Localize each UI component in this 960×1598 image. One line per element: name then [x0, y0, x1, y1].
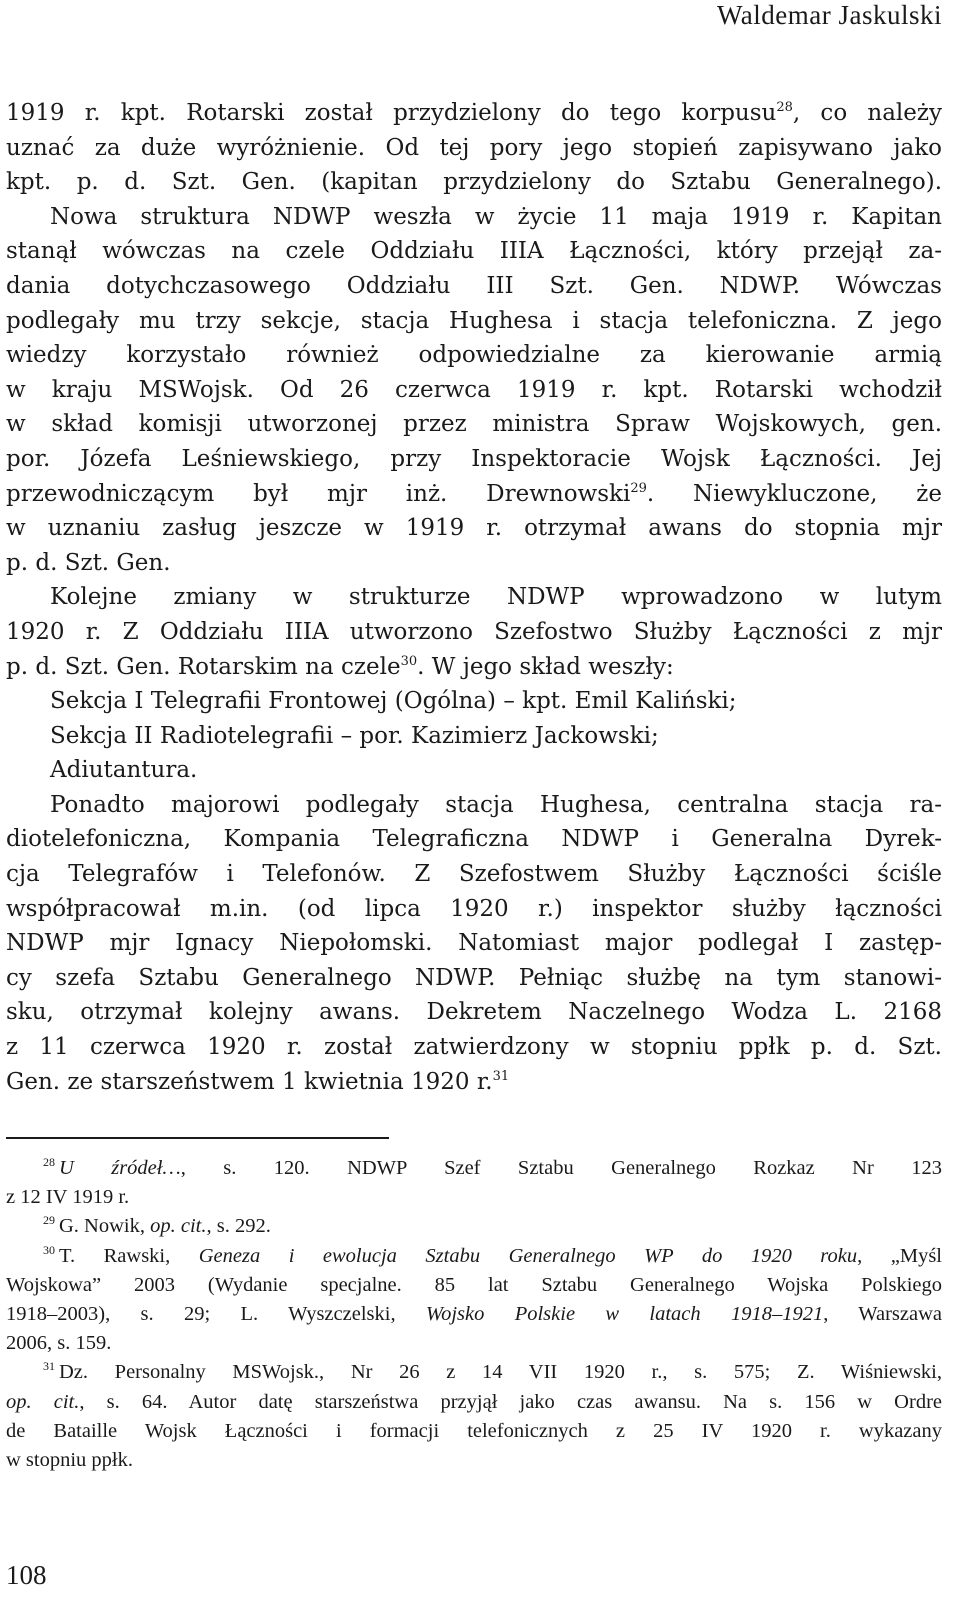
text-line: 1920 r. Z Oddziału IIIA utworzono Szefostwo Służby Łączności z mjr: [6, 618, 942, 645]
text-line: por. Józefa Leśniewskiego, przy Inspektoracie Wojsk Łączności. Jej: [6, 445, 942, 472]
text-line: Kolejne zmiany w strukturze NDWP wprowadzono w lutym: [50, 584, 942, 611]
text-line: wiedzy korzystało również odpowiedzialne za kierowanie armią: [6, 342, 942, 369]
footnote-31-cont: de Bataille Wojsk Łączności i formacji telefonicznych z 25 IV 1920 r. wykazany: [6, 1419, 942, 1442]
footnotes: [6, 1154, 942, 1475]
list-item: Sekcja I Telegrafii Frontowej (Ogólna) – kpt. Emil Kaliński;: [50, 688, 737, 715]
footnote-number: 30: [43, 1242, 55, 1257]
text-line: 1919 r. kpt. Rotarski został przydzielony do tego korpusu$^{28}$, co należy: [6, 100, 942, 126]
document-page: [6, 0, 942, 1598]
text-line: cja Telegrafów i Telefonów. Z Szefostwem Służby Łączności ściśle: [6, 861, 942, 888]
text-line: uznać za duże wyróżnienie. Od tej pory jego stopień zapisywano jako: [6, 134, 942, 161]
text-line: w kraju MSWojsk. Od 26 czerwca 1919 r. kpt. Rotarski wchodził: [6, 376, 942, 403]
footnote-separator: [6, 1137, 389, 1139]
body-text: [6, 96, 942, 1099]
footnote-ref[interactable]: 31: [492, 1068, 510, 1084]
footnote-ref[interactable]: 28: [776, 100, 793, 115]
page-number: 108: [6, 1560, 47, 1590]
footnote-28-cont: z 12 IV 1919 r.: [6, 1186, 130, 1209]
text-line: stanął wówczas na czele Oddziału IIIA Łączności, który przejął za-: [6, 238, 942, 265]
text-line: p. d. Szt. Gen. Rotarskim na czele$^{30}$. W jego skład weszły:: [6, 653, 674, 680]
text-line: kpt. p. d. Szt. Gen. (kapitan przydzielony do Sztabu Generalnego).: [6, 169, 942, 196]
footnote-number: 29: [43, 1213, 55, 1228]
footnote-31-cont: op. cit., s. 64. Autor datę starszeństwa przyjął jako czas awansu. Na s. 156 w Ordre: [6, 1390, 942, 1413]
text-line: przewodniczącym był mjr inż. Drewnowski$^{29}$. Niewykluczone, że: [6, 480, 942, 507]
text-line: w skład komisji utworzonej przez ministra Spraw Wojskowych, gen.: [6, 411, 942, 438]
text-line: Gen. ze starszeństwem 1 kwietnia 1920 r.$^{31}$: [6, 1068, 510, 1095]
text-line: Nowa struktura NDWP weszła w życie 11 maja 1919 r. Kapitan: [50, 203, 942, 230]
text-line: cy szefa Sztabu Generalnego NDWP. Pełniąc służbę na tym stanowi-: [6, 964, 942, 991]
running-header: Waldemar Jaskulski: [716, 0, 942, 30]
text-line: p. d. Szt. Gen.: [6, 549, 171, 576]
list-item: Adiutantura.: [50, 757, 198, 784]
text-line: diotelefoniczna, Kompania Telegraficzna NDWP i Generalna Dyrek-: [6, 826, 942, 853]
footnote-30: $^{30}$ T. Rawski, Geneza i ewolucja Sztabu Generalnego WP do 1920 roku, „Myśl: [43, 1242, 942, 1267]
text-line: NDWP mjr Ignacy Niepołomski. Natomiast major podlegał I zastęp-: [6, 930, 942, 957]
footnote-number: 31: [43, 1359, 55, 1374]
footnote-ref[interactable]: 30: [400, 653, 418, 669]
footnote-ref[interactable]: 29: [630, 480, 647, 496]
footnote-28: $^{28}$ U źródeł…, s. 120. NDWP Szef Sztabu Generalnego Rozkaz Nr 123: [43, 1155, 942, 1179]
footnote-30-cont: Wojskowa” 2003 (Wydanie specjalne. 85 lat Sztabu Generalnego Wojska Polskiego: [6, 1273, 942, 1296]
footnote-31: $^{31}$ Dz. Personalny MSWojsk., Nr 26 z 14 VII 1920 r., s. 575; Z. Wiśniewski,: [43, 1359, 942, 1384]
text-line: w uznaniu zasług jeszcze w 1919 r. otrzymał awans do stopnia mjr: [6, 515, 942, 542]
text-line: z 11 czerwca 1920 r. został zatwierdzony w stopniu ppłk p. d. Szt.: [6, 1034, 942, 1061]
text-line: sku, otrzymał kolejny awans. Dekretem Naczelnego Wodza L. 2168: [6, 999, 942, 1026]
footnote-29: $^{29}$ G. Nowik, op. cit., s. 292.: [43, 1213, 271, 1238]
list-item: Sekcja II Radiotelegrafii – por. Kazimierz Jackowski;: [50, 722, 659, 749]
text-line: Ponadto majorowi podlegały stacja Hughesa, centralna stacja ra-: [50, 791, 942, 818]
footnote-number: 28: [43, 1155, 55, 1169]
footnote-30-cont: 2006, s. 159.: [6, 1332, 112, 1355]
footnote-31-cont: w stopniu ppłk.: [6, 1449, 133, 1472]
footnote-title: U źródeł…: [59, 1157, 181, 1179]
text-line: współpracował m.in. (od lipca 1920 r.) inspektor służby łączności: [6, 895, 942, 922]
text-line: dania dotychczasowego Oddziału III Szt. Gen. NDWP. Wówczas: [6, 272, 942, 299]
footnote-30-cont: 1918–2003), s. 29; L. Wyszczelski, Wojsko Polskie w latach 1918–1921, Warszawa: [6, 1303, 942, 1326]
text-line: podlegały mu trzy sekcje, stacja Hughesa i stacja telefoniczna. Z jego: [6, 307, 942, 334]
